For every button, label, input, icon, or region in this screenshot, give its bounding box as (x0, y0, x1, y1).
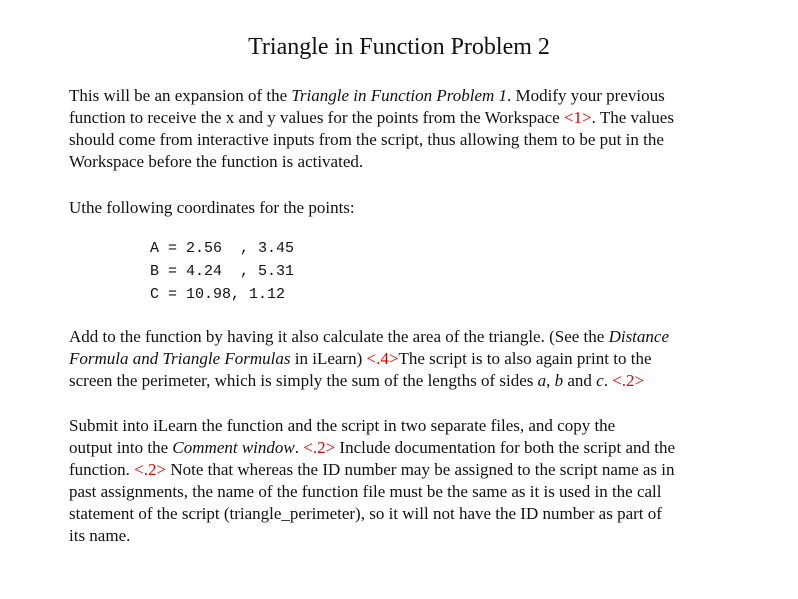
text-run: . The values should come from interactive inputs from the script, thus allowing them to be put in the Workspace before the function is activated. (69, 108, 674, 171)
page-title: Triangle in Function Problem 2 (248, 34, 550, 60)
text-run: . (603, 371, 613, 390)
coordinates-block (150, 237, 294, 306)
points-marker: <.4> (366, 349, 399, 368)
coordinate-b: B = 4.24 , 5.31 (150, 263, 295, 280)
submission-paragraph (69, 415, 769, 547)
comment-window-reference: Comment window (172, 438, 295, 457)
side-label: c (596, 371, 604, 390)
intro-paragraph (69, 85, 769, 173)
text-run: Add to the function by having it also calculate the area of the triangle. (See the (69, 327, 609, 346)
text-run: Include documentation for both the script and the function. (69, 438, 676, 479)
coordinate-c: C = 10.98, 1.12 (150, 286, 286, 303)
text-run: Submit into iLearn the function and the script in two separate files, and copy the output into the (69, 416, 616, 457)
text-run: The script is to also again print to the screen the perimeter, which is simply the sum of the lengths of sides (69, 349, 652, 390)
points-marker: <.2> (134, 460, 167, 479)
points-marker: <.2> (303, 438, 336, 457)
problem-reference: Triangle in Function Problem 1 (291, 86, 508, 105)
text-run: Note that whereas the ID number may be assigned to the script name as in past assignments, the name of the function file must be the same as it is used in the call statement of the script (triangle_perimeter), so it will not have the ID number as part of its name. (69, 460, 675, 545)
text-run: . Modify your previous function to receive the x and y values for the points from the Workspace (69, 86, 665, 127)
points-marker: <1> (563, 108, 592, 127)
formula-reference: Distance Formula and Triangle Formulas (69, 327, 669, 368)
coordinates-intro: Uthe following coordinates for the points: (69, 198, 355, 217)
side-label: b (554, 371, 564, 390)
points-marker: <.2> (612, 371, 645, 390)
text-run: . (294, 438, 304, 457)
coordinate-a: A = 2.56 , 3.45 (150, 240, 295, 257)
text-run: in iLearn) (290, 349, 367, 368)
area-paragraph (69, 326, 769, 392)
text-run: and (563, 371, 597, 390)
text-run: This will be an expansion of the (69, 86, 292, 105)
text-run: , (546, 371, 555, 390)
side-label: a (537, 371, 547, 390)
